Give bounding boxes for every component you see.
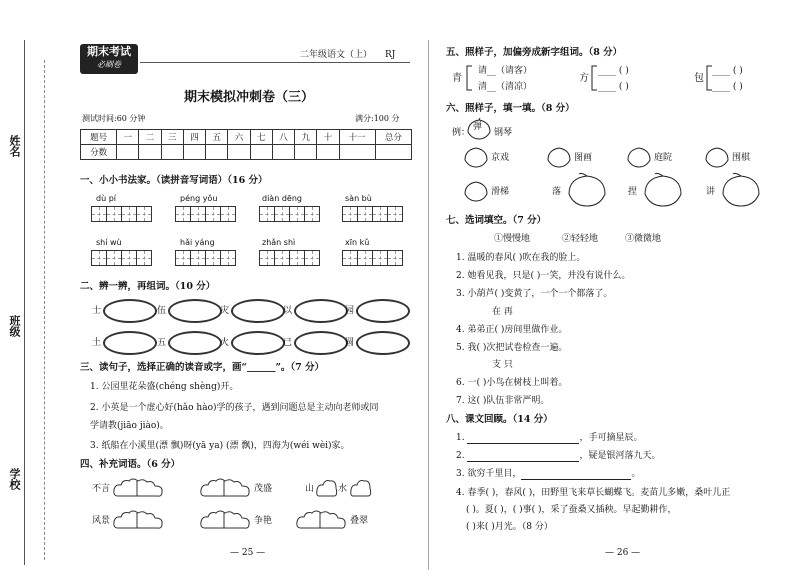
pinyin-label: sàn bù bbox=[345, 194, 372, 203]
score-input-cell[interactable] bbox=[117, 145, 139, 160]
score-input-cell[interactable] bbox=[250, 145, 272, 160]
answer-oval[interactable] bbox=[103, 299, 157, 323]
char-label: 圆 bbox=[345, 338, 355, 348]
pinyin-label: shí wù bbox=[96, 238, 122, 247]
table-cell: 一 bbox=[117, 130, 139, 145]
cloud-answer-box[interactable] bbox=[350, 476, 372, 500]
cloud-answer-box[interactable] bbox=[113, 508, 165, 532]
char-label: 士 bbox=[92, 306, 102, 316]
pinyin-label: péng yǒu bbox=[180, 194, 218, 203]
leaf-answer[interactable] bbox=[626, 146, 652, 168]
word-label: 庭院 bbox=[654, 153, 673, 163]
section1-title: 一、小小书法家。（读拼音写词语）（16 分） bbox=[80, 175, 268, 186]
word-label: 京戏 bbox=[491, 153, 510, 163]
edition-label: RJ bbox=[385, 50, 396, 60]
recall-line: 2. ，疑是银河落九天。 bbox=[456, 451, 661, 461]
section2-title: 二、辨一辨，再组词。（10 分） bbox=[80, 281, 216, 292]
char-label: 已 bbox=[283, 338, 293, 348]
word-label: 风景 bbox=[92, 516, 111, 526]
answer-oval[interactable] bbox=[294, 331, 348, 355]
table-cell: 七 bbox=[250, 130, 272, 145]
answer-blank[interactable]: ____ ( ) bbox=[598, 82, 629, 92]
char-label: 灾 bbox=[220, 306, 230, 316]
pinyin-label: diàn dēng bbox=[262, 194, 302, 203]
writing-grid[interactable] bbox=[343, 206, 403, 222]
pinyin-label: zhǎn shì bbox=[262, 238, 296, 247]
score-input-cell[interactable] bbox=[183, 145, 205, 160]
question-line: 4. 春季( )，春风( )，田野里飞来草长蝴蝶飞。麦苗儿多嫩，桑叶儿正 bbox=[456, 488, 731, 498]
cloud-answer-box[interactable] bbox=[113, 476, 165, 500]
example-line: 清__（清凉） bbox=[478, 82, 533, 92]
question-line: 5. 我( )次把试卷检查一遍。 bbox=[456, 343, 568, 353]
pinyin-label: dù pí bbox=[96, 194, 116, 203]
leaf-answer[interactable] bbox=[546, 146, 572, 168]
question-line: ( )。夏( )，( )事( )，采了蚕桑又插秧。早起勤耕作， bbox=[466, 505, 677, 515]
table-cell: 二 bbox=[139, 130, 161, 145]
answer-oval[interactable] bbox=[356, 299, 410, 323]
question-line: 2. 小英是一个虚心好(hǎo hào)学的孩子，遇到问题总是主动向老师或同 bbox=[90, 403, 379, 413]
writing-grid[interactable] bbox=[260, 206, 320, 222]
answer-oval[interactable] bbox=[294, 299, 348, 323]
writing-grid[interactable] bbox=[176, 250, 236, 266]
page-title: 期末模拟冲刺卷（三） bbox=[184, 90, 315, 105]
word-label: 捏 bbox=[628, 187, 638, 197]
peach-answer[interactable] bbox=[720, 172, 762, 208]
bracket-icon bbox=[464, 64, 474, 92]
cloud-answer-box[interactable] bbox=[200, 508, 252, 532]
recall-text: ，手可摘星辰。 bbox=[579, 433, 643, 443]
recall-line: 3. 欲穷千里目， 。 bbox=[456, 469, 641, 479]
score-table-row bbox=[81, 145, 412, 160]
score-input-cell[interactable] bbox=[375, 145, 411, 160]
example-char: 弹 bbox=[473, 122, 483, 132]
word-label: 围棋 bbox=[732, 153, 751, 163]
sidebar-school-label: 学校 bbox=[8, 468, 21, 490]
char-label: 伍 bbox=[157, 306, 167, 316]
word-label: 茂盛 bbox=[254, 484, 273, 494]
leaf-answer[interactable] bbox=[463, 180, 489, 202]
word-label: 叠翠 bbox=[350, 516, 369, 526]
sidebar-class-label: 班级 bbox=[8, 315, 21, 337]
char-label: 五 bbox=[157, 338, 167, 348]
score-table bbox=[80, 129, 412, 160]
writing-grid[interactable] bbox=[343, 250, 403, 266]
answer-blank[interactable]: ____ ( ) bbox=[712, 66, 743, 76]
question-line: 7. 这( )队伍非常严明。 bbox=[456, 396, 550, 406]
answer-oval[interactable] bbox=[231, 331, 285, 355]
word-label: 争艳 bbox=[254, 516, 273, 526]
score-input-cell[interactable] bbox=[295, 145, 317, 160]
writing-grid[interactable] bbox=[92, 250, 152, 266]
example-line: 请__（请客） bbox=[478, 66, 533, 76]
score-input-cell[interactable] bbox=[317, 145, 339, 160]
exam-badge bbox=[80, 44, 138, 74]
option-label: ①慢慢地 bbox=[494, 234, 531, 244]
question-line: ( )来( )月光。（8 分） bbox=[466, 522, 553, 532]
answer-oval[interactable] bbox=[168, 331, 222, 355]
question-line: 1. 公园里花朵盛(chéng shèng)开。 bbox=[90, 382, 239, 392]
question-line: 1. 温暖的春风( )吹在我的脸上。 bbox=[456, 253, 586, 263]
word-label: 山 bbox=[305, 484, 315, 494]
table-cell: 总分 bbox=[375, 130, 411, 145]
margin-line-outer bbox=[24, 40, 25, 565]
table-cell: 题号 bbox=[81, 130, 117, 145]
question-line: 学请教(jiāo jiào)。 bbox=[90, 421, 169, 431]
grade-label: 二年级语文（上） bbox=[300, 50, 373, 60]
page-number-left: — 25 — bbox=[230, 548, 266, 558]
leaf-answer[interactable] bbox=[463, 146, 489, 168]
table-cell: 分数 bbox=[81, 145, 117, 160]
section7-title: 七、选词填空。（7 分） bbox=[446, 215, 547, 226]
char-label: 土 bbox=[92, 338, 102, 348]
badge-line1: 期末考试 bbox=[87, 45, 131, 58]
cloud-answer-box[interactable] bbox=[316, 476, 338, 500]
word-label: 滑梯 bbox=[491, 187, 510, 197]
table-cell: 五 bbox=[206, 130, 228, 145]
answer-blank[interactable] bbox=[521, 469, 631, 480]
score-input-cell[interactable] bbox=[228, 145, 250, 160]
full-score: 满分:100 分 bbox=[355, 114, 400, 123]
answer-blank[interactable] bbox=[467, 451, 579, 462]
question-line: 6. 一( )小鸟在树枝上叫着。 bbox=[456, 378, 568, 388]
score-input-cell[interactable] bbox=[161, 145, 183, 160]
recall-text: ，疑是银河落九天。 bbox=[579, 451, 661, 461]
word-label: 讲 bbox=[706, 187, 716, 197]
margin-dash-line bbox=[44, 60, 45, 560]
base-char: 包 bbox=[694, 73, 704, 84]
score-input-cell[interactable] bbox=[339, 145, 375, 160]
option-label: ③微微地 bbox=[625, 234, 662, 244]
badge-line2: 必刷卷 bbox=[97, 60, 121, 69]
test-time: 测试时间:60 分钟 bbox=[82, 114, 146, 123]
answer-oval[interactable] bbox=[356, 331, 410, 355]
example-word: 钢琴 bbox=[494, 128, 513, 138]
pinyin-label: xīn kǔ bbox=[345, 238, 370, 247]
section8-title: 八、课文回顾。（14 分） bbox=[446, 414, 553, 425]
base-char: 青 bbox=[452, 73, 462, 84]
score-table-row bbox=[81, 130, 412, 145]
peach-answer[interactable] bbox=[642, 172, 684, 208]
score-input-cell[interactable] bbox=[206, 145, 228, 160]
option-label: ②轻轻地 bbox=[562, 234, 599, 244]
question-line: 3. 小葫芦( )变黄了，一个一个都落了。 bbox=[456, 289, 613, 299]
word-pair: 在 再 bbox=[492, 307, 513, 317]
answer-blank[interactable] bbox=[467, 433, 579, 444]
question-line: 3. 纸船在小溪里(漂 飘)呀(yā ya) (漂 飘)，四海为(wéi wèi)家。 bbox=[90, 441, 350, 451]
recall-text: 3. 欲穷千里目， bbox=[456, 469, 522, 479]
leaf-answer[interactable] bbox=[704, 146, 730, 168]
answer-blank[interactable]: ____ ( ) bbox=[598, 66, 629, 76]
table-cell: 六 bbox=[228, 130, 250, 145]
question-line: 2. 她看见我，只是( )一笑，并没有说什么。 bbox=[456, 271, 631, 281]
table-cell: 十一 bbox=[339, 130, 375, 145]
table-cell: 八 bbox=[272, 130, 294, 145]
section4-title: 四、补充词语。（6 分） bbox=[80, 459, 181, 470]
answer-oval[interactable] bbox=[103, 331, 157, 355]
peach-answer[interactable] bbox=[566, 172, 608, 208]
pinyin-label: hǎi yáng bbox=[180, 238, 215, 247]
recall-line: 1. ，手可摘星辰。 bbox=[456, 433, 643, 443]
example-label: 例： bbox=[452, 128, 471, 138]
table-cell: 三 bbox=[161, 130, 183, 145]
score-input-cell[interactable] bbox=[272, 145, 294, 160]
section3-title: 三、读句子，选择正确的读音或字，画“______”。（7 分） bbox=[80, 362, 325, 373]
base-char: 方 bbox=[579, 73, 589, 84]
char-label: 以 bbox=[283, 306, 293, 316]
table-cell: 九 bbox=[295, 130, 317, 145]
table-cell: 十 bbox=[317, 130, 339, 145]
word-label: 图画 bbox=[574, 153, 593, 163]
writing-grid[interactable] bbox=[92, 206, 152, 222]
section6-title: 六、照样子，填一填。（8 分） bbox=[446, 103, 575, 114]
answer-oval[interactable] bbox=[168, 299, 222, 323]
page-number-right: — 26 — bbox=[605, 548, 641, 558]
char-label: 火 bbox=[220, 338, 230, 348]
table-cell: 四 bbox=[183, 130, 205, 145]
cloud-answer-box[interactable] bbox=[200, 476, 252, 500]
score-input-cell[interactable] bbox=[139, 145, 161, 160]
section5-title: 五、照样子，加偏旁成新字组词。（8 分） bbox=[446, 47, 623, 58]
writing-grid[interactable] bbox=[176, 206, 236, 222]
answer-blank[interactable]: ____ ( ) bbox=[712, 82, 743, 92]
cloud-answer-box[interactable] bbox=[296, 508, 348, 532]
word-pair: 支 只 bbox=[492, 360, 513, 370]
answer-oval[interactable] bbox=[231, 299, 285, 323]
question-line: 4. 弟弟正( )房间里做作业。 bbox=[456, 325, 568, 335]
page-divider bbox=[428, 40, 429, 570]
word-label: 不言 bbox=[92, 484, 111, 494]
header-rule bbox=[140, 62, 410, 63]
sidebar-name-label: 姓名 bbox=[8, 135, 21, 157]
word-label: 落 bbox=[552, 187, 562, 197]
char-label: 园 bbox=[345, 306, 355, 316]
writing-grid[interactable] bbox=[260, 250, 320, 266]
word-label: 水 bbox=[338, 484, 348, 494]
